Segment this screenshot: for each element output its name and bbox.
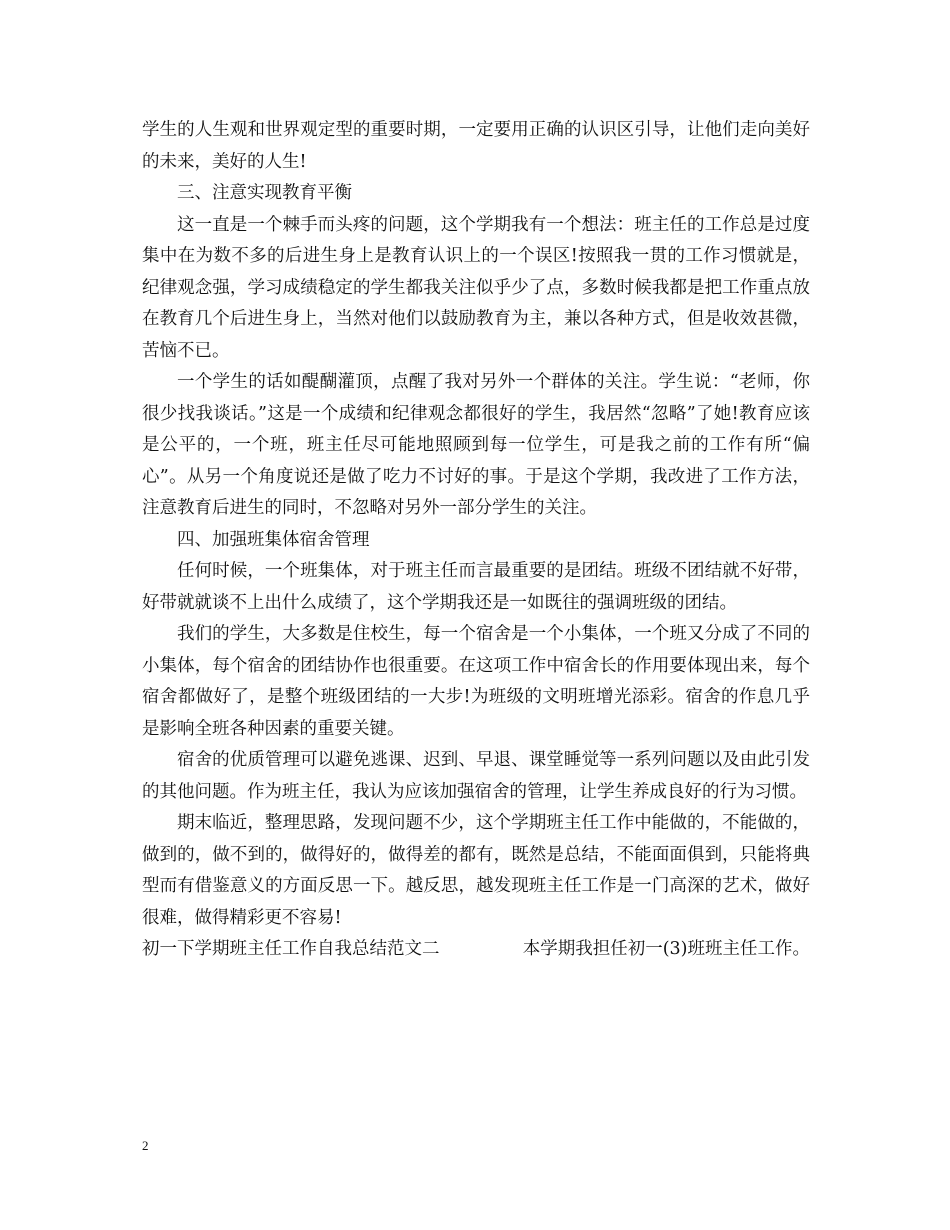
section-heading-four: 四、加强班集体宿舍管理 <box>177 529 370 550</box>
paragraph-class-unity: 任何时候，一个班集体，对于班主任而言最重要的是团结。班级不团结就不好带，好带就就谈不上出什么成绩了，这个学期我还是一如既往的强调班级的团结。 <box>142 561 810 613</box>
paragraph-continuation: 学生的人生观和世界观定型的重要时期，一定要用正确的认识区引导，让他们走向美好的未来，美好的人生! <box>142 120 810 172</box>
paragraph-student-remark: 一个学生的话如醍醐灌顶，点醒了我对另外一个群体的关注。学生说：“老师，你很少找我谈话。”这是一个成绩和纪律观念都很好的学生，我居然“忽略”了她!教育应该是公平的，一个班，班主任尽可能地照顾到每一位学生，可是我之前的工作有所“偏心”。从另一个角度说还是做了吃力不讨好的事。于是这个学期，我改进了工作方法，注意教育后进生的同时，不忽略对另外一部分学生的关注。 <box>142 372 810 518</box>
closing-title: 初一下学期班主任工作自我总结范文二 <box>142 939 440 959</box>
closing-text: 本学期我担任初一(3)班班主任工作。 <box>522 939 810 959</box>
section-heading-three: 三、注意实现教育平衡 <box>177 183 352 203</box>
paragraph-education-balance: 这一直是一个棘手而头疼的问题，这个学期我有一个想法：班主任的工作总是过度集中在为数不多的后进生身上是教育认识上的一个误区!按照我一贯的工作习惯就是，纪律观念强，学习成绩稳定的学生都我关注似乎少了点，多数时候我都是把工作重点放在教育几个后进生身上，当然对他们以鼓励教育为主，兼以各种方式，但是收效甚微，苦恼不已。 <box>142 214 810 361</box>
page-number: 2 <box>142 1138 149 1153</box>
paragraph-dormitory-groups: 我们的学生，大多数是住校生，每一个宿舍是一个小集体，一个班又分成了不同的小集体，每个宿舍的团结协作也很重要。在这项工作中宿舍长的作用要体现出来，每个宿舍都做好了，是整个班级团结的一大步!为班级的文明班增光添彩。宿舍的作息几乎是影响全班各种因素的重要关键。 <box>142 624 810 739</box>
paragraph-semester-reflection: 期末临近，整理思路，发现问题不少，这个学期班主任工作中能做的，不能做的，做到的，做不到的，做得好的，做得差的都有，既然是总结，不能面面俱到，只能将典型而有借鉴意义的方面反思一下。越反思，越发现班主任工作是一门高深的艺术，做好很难，做得精彩更不容易! <box>142 813 810 928</box>
closing-line <box>142 934 810 966</box>
paragraph-dormitory-management: 宿舍的优质管理可以避免逃课、迟到、早退、课堂睡觉等一系列问题以及由此引发的其他问题。作为班主任，我认为应该加强宿舍的管理，让学生养成良好的行为习惯。 <box>142 750 810 802</box>
document-body <box>142 115 810 966</box>
